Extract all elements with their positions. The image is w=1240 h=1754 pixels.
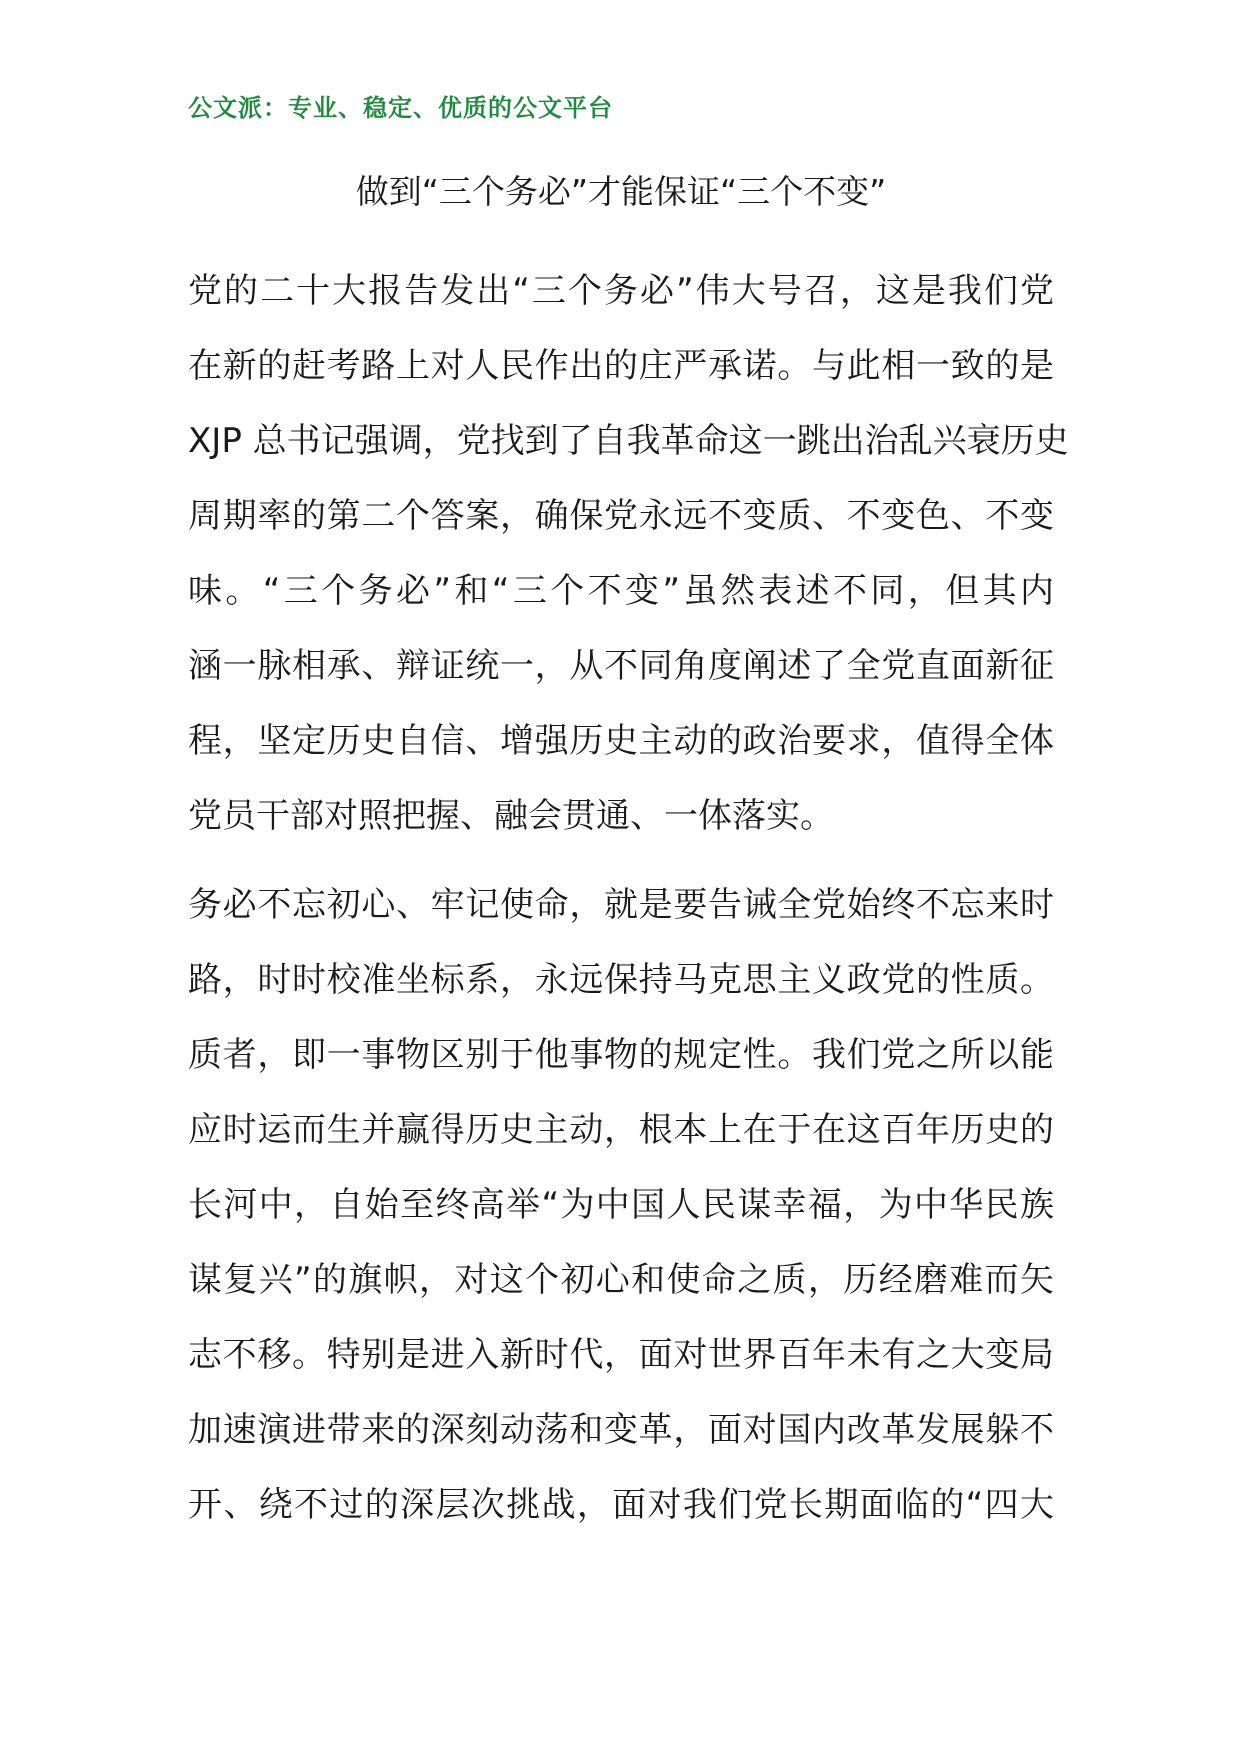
text-line: 在新的赶考路上对人民作出的庄严承诺。与此相一致的是 [188, 346, 1054, 386]
text-line: 程，坚定历史自信、增强历史主动的政治要求，值得全体 [188, 721, 1054, 761]
text-line: 应时运而生并赢得历史主动，根本上在于在这百年历史的 [188, 1110, 1054, 1150]
text-line: 长河中，自始至终高举“为中国人民谋幸福，为中华民族 [188, 1185, 1054, 1225]
paragraph-1 [188, 254, 1069, 854]
text-line: 党员干部对照把握、融会贯通、一体落实。 [188, 796, 834, 836]
text-line: 党的二十大报告发出“三个务必”伟大号召，这是我们党 [188, 271, 1054, 311]
text-line: 周期率的第二个答案，确保党永远不变质、不变色、不变 [188, 496, 1054, 536]
site-tagline: 公文派：专业、稳定、优质的公文平台 [188, 93, 613, 122]
text-line: 开、绕不过的深层次挑战，面对我们党长期面临的“四大 [188, 1485, 1054, 1525]
text-line: 务必不忘初心、牢记使命，就是要告诫全党始终不忘来时 [188, 885, 1054, 925]
document-title: 做到“三个务必”才能保证“三个不变” [355, 172, 887, 211]
text-line: XJP 总书记强调，党找到了自我革命这一跳出治乱兴衰历史 [188, 421, 1069, 461]
text-line: 加速演进带来的深刻动荡和变革，面对国内改革发展躲不 [188, 1410, 1054, 1450]
paragraph-2 [188, 868, 1054, 1543]
text-line: 谋复兴”的旗帜，对这个初心和使命之质，历经磨难而矢 [188, 1260, 1054, 1300]
text-line: 味。“三个务必”和“三个不变”虽然表述不同，但其内 [188, 571, 1054, 611]
text-line: 志不移。特别是进入新时代，面对世界百年未有之大变局 [188, 1335, 1054, 1375]
text-line: 涵一脉相承、辩证统一，从不同角度阐述了全党直面新征 [188, 646, 1054, 686]
text-line: 路，时时校准坐标系，永远保持马克思主义政党的性质。 [188, 960, 1054, 1000]
text-line: 质者，即一事物区别于他事物的规定性。我们党之所以能 [188, 1035, 1054, 1075]
